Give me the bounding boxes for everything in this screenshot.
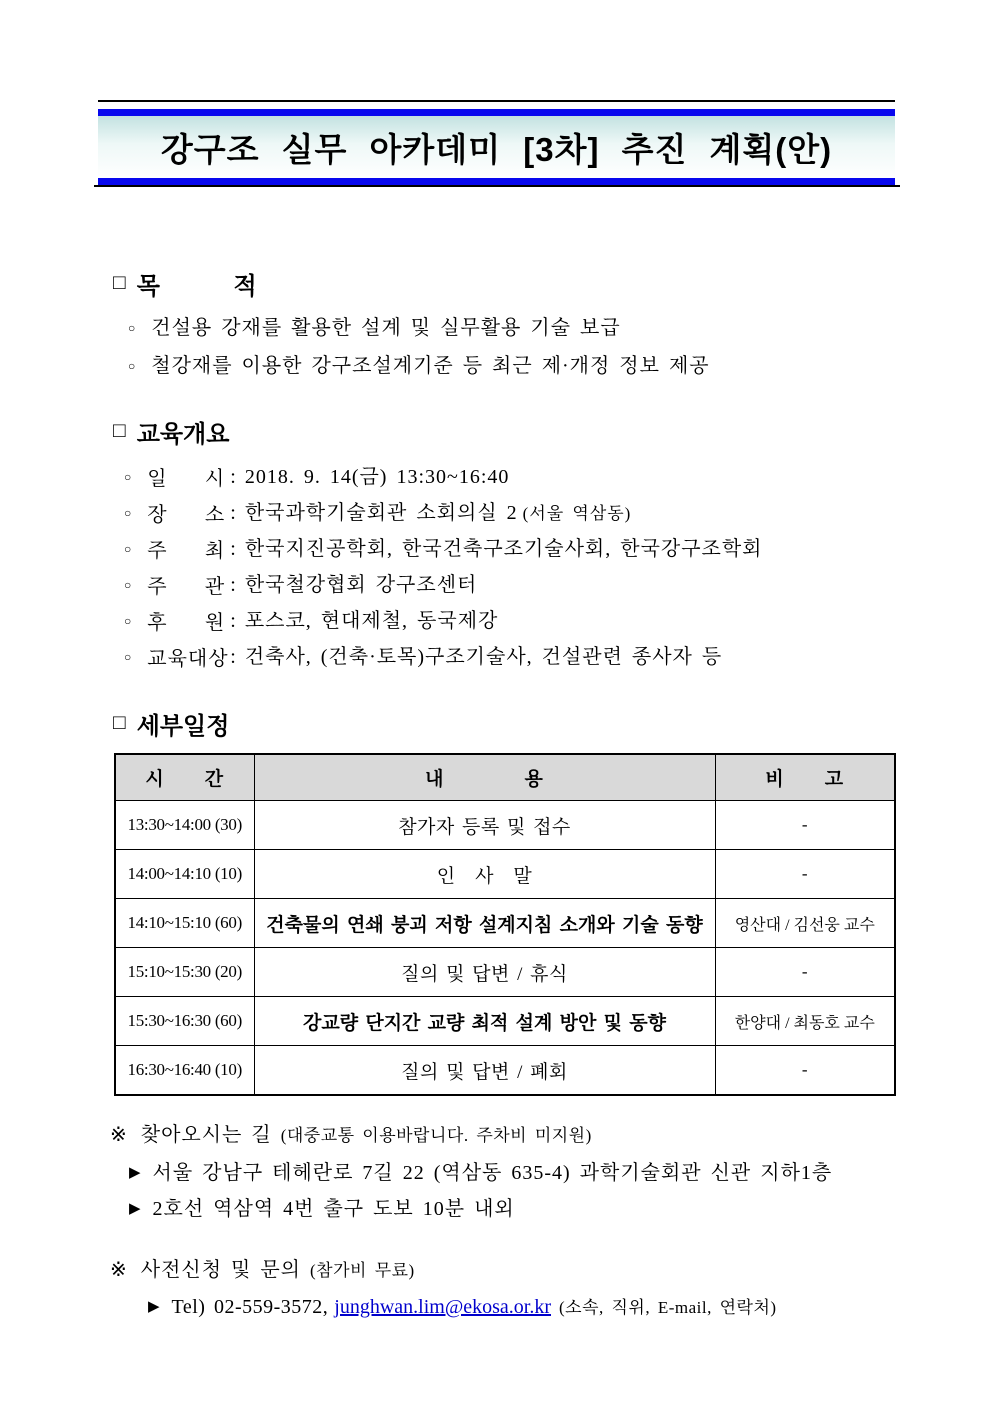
section-heading-overview (113, 414, 229, 449)
circle-bullet-icon: ○ (128, 359, 137, 373)
circle-bullet-icon: ○ (124, 650, 133, 664)
directions-title-line (110, 1118, 592, 1147)
schedule-note: - (715, 1046, 895, 1096)
purpose-item (128, 347, 710, 385)
colon-separator: : (230, 502, 237, 524)
schedule-row (115, 997, 895, 1046)
purpose-item-text: 철강재를 이용한 강구조설계기준 등 최근 제·개정 정보 제공 (151, 355, 710, 377)
schedule-row (115, 850, 895, 899)
contact-email-note: (소속, 직위, E-mail, 연락처) (559, 1298, 777, 1317)
colon-separator: : (230, 538, 237, 560)
arrow-bullet-icon: ▶ (129, 1165, 142, 1181)
schedule-note: 영산대 / 김선웅 교수 (715, 899, 895, 948)
purpose-list (128, 309, 710, 385)
column-header-note: 비 고 (715, 754, 895, 801)
title-banner (98, 100, 895, 187)
section-heading-purpose (113, 266, 257, 301)
colon-separator: : (230, 574, 237, 596)
directions-title: 찾아오시는 길 (140, 1124, 272, 1146)
square-bullet-icon: □ (113, 270, 126, 294)
overview-list (124, 459, 763, 675)
schedule-note: 한양대 / 최동호 교수 (715, 997, 895, 1046)
overview-item-label: 일 시 (147, 468, 226, 490)
overview-item (124, 531, 763, 567)
page-title: 강구조 실무 아카데미 [3차] 추진 계획(안) (160, 130, 833, 168)
title-banner-background (98, 109, 895, 185)
section-heading-label: 세부일정 (136, 713, 230, 740)
schedule-note: - (715, 850, 895, 899)
schedule-time: 14:00~14:10 (10) (115, 850, 254, 899)
overview-item (124, 459, 763, 495)
directions-line (129, 1192, 515, 1221)
schedule-time: 15:10~15:30 (20) (115, 948, 254, 997)
overview-item (124, 567, 763, 603)
schedule-content: 질의 및 답변 / 폐회 (254, 1046, 715, 1096)
schedule-content: 강교량 단지간 교량 최적 설계 방안 및 동향 (254, 997, 715, 1046)
overview-item-label: 주 최 (147, 540, 226, 562)
schedule-row (115, 801, 895, 850)
schedule-content: 참가자 등록 및 접수 (254, 801, 715, 850)
circle-bullet-icon: ○ (128, 321, 137, 335)
column-header-time: 시 간 (115, 754, 254, 801)
schedule-content: 건축물의 연쇄 붕괴 저항 설계지침 소개와 기술 동향 (254, 899, 715, 948)
colon-separator: : (230, 646, 237, 668)
overview-item-note: (서울 역삼동) (522, 504, 632, 523)
square-bullet-icon: □ (113, 710, 126, 734)
colon-separator: : (230, 610, 237, 632)
colon-separator: : (230, 466, 237, 488)
directions-line-text: 2호선 역삼역 4번 출구 도보 10분 내외 (152, 1198, 515, 1220)
schedule-row (115, 899, 895, 948)
contact-title: 사전신청 및 문의 (140, 1259, 302, 1281)
schedule-content: 인 사 말 (254, 850, 715, 899)
divider (98, 100, 895, 102)
overview-item-value: 건축사, (건축·토목)구조기술사, 건설관련 종사자 등 (244, 646, 723, 668)
contact-title-note: (참가비 무료) (310, 1261, 415, 1280)
schedule-note: - (715, 801, 895, 850)
schedule-note: - (715, 948, 895, 997)
overview-item-label: 후 원 (147, 612, 226, 634)
square-bullet-icon: □ (113, 418, 126, 442)
overview-item-value: 포스코, 현대제철, 동국제강 (244, 610, 499, 632)
section-heading-schedule (113, 706, 229, 741)
overview-item-label: 주 관 (147, 576, 226, 598)
divider (94, 185, 900, 187)
directions-title-note: (대중교통 이용바랍니다. 주차비 미지원) (280, 1126, 592, 1145)
circle-bullet-icon: ○ (124, 614, 133, 628)
overview-item-value: 한국철강협회 강구조센터 (244, 574, 478, 596)
schedule-time: 15:30~16:30 (60) (115, 997, 254, 1046)
section-heading-label: 교육개요 (136, 421, 230, 448)
circle-bullet-icon: ○ (124, 542, 133, 556)
contact-line (148, 1293, 777, 1319)
arrow-bullet-icon: ▶ (129, 1201, 142, 1217)
schedule-header-row (115, 754, 895, 801)
overview-item-label: 교육대상 (147, 648, 229, 670)
schedule-time: 14:10~15:10 (60) (115, 899, 254, 948)
reference-mark-icon: ※ (110, 1124, 128, 1146)
overview-item-label: 장 소 (147, 504, 226, 526)
directions-line-text: 서울 강남구 테헤란로 7길 22 (역삼동 635-4) 과학기술회관 신관 지하1층 (152, 1162, 833, 1184)
arrow-bullet-icon: ▶ (148, 1299, 161, 1315)
phone-number: Tel) 02-559-3572, (171, 1296, 329, 1318)
section-heading-label: 목 적 (136, 273, 257, 300)
overview-item-value: 2018. 9. 14(금) 13:30~16:40 (244, 466, 510, 488)
schedule-row (115, 948, 895, 997)
overview-item-value: 한국과학기술회관 소회의실 2 (244, 502, 518, 524)
circle-bullet-icon: ○ (124, 578, 133, 592)
schedule-row (115, 1046, 895, 1096)
schedule-time: 13:30~14:00 (30) (115, 801, 254, 850)
overview-item (124, 495, 763, 531)
schedule-time: 16:30~16:40 (10) (115, 1046, 254, 1096)
schedule-table (114, 753, 896, 1096)
reference-mark-icon: ※ (110, 1259, 128, 1281)
overview-item (124, 639, 763, 675)
schedule-content: 질의 및 답변 / 휴식 (254, 948, 715, 997)
column-header-content: 내 용 (254, 754, 715, 801)
contact-title-line (110, 1253, 415, 1282)
purpose-item (128, 309, 710, 347)
purpose-item-text: 건설용 강재를 활용한 설계 및 실무활용 기술 보급 (151, 317, 621, 339)
email-link[interactable]: junghwan.lim@ekosa.or.kr (334, 1296, 551, 1318)
directions-line (129, 1156, 832, 1185)
circle-bullet-icon: ○ (124, 506, 133, 520)
circle-bullet-icon: ○ (124, 470, 133, 484)
overview-item (124, 603, 763, 639)
overview-item-value: 한국지진공학회, 한국건축구조기술사회, 한국강구조학회 (244, 538, 763, 560)
